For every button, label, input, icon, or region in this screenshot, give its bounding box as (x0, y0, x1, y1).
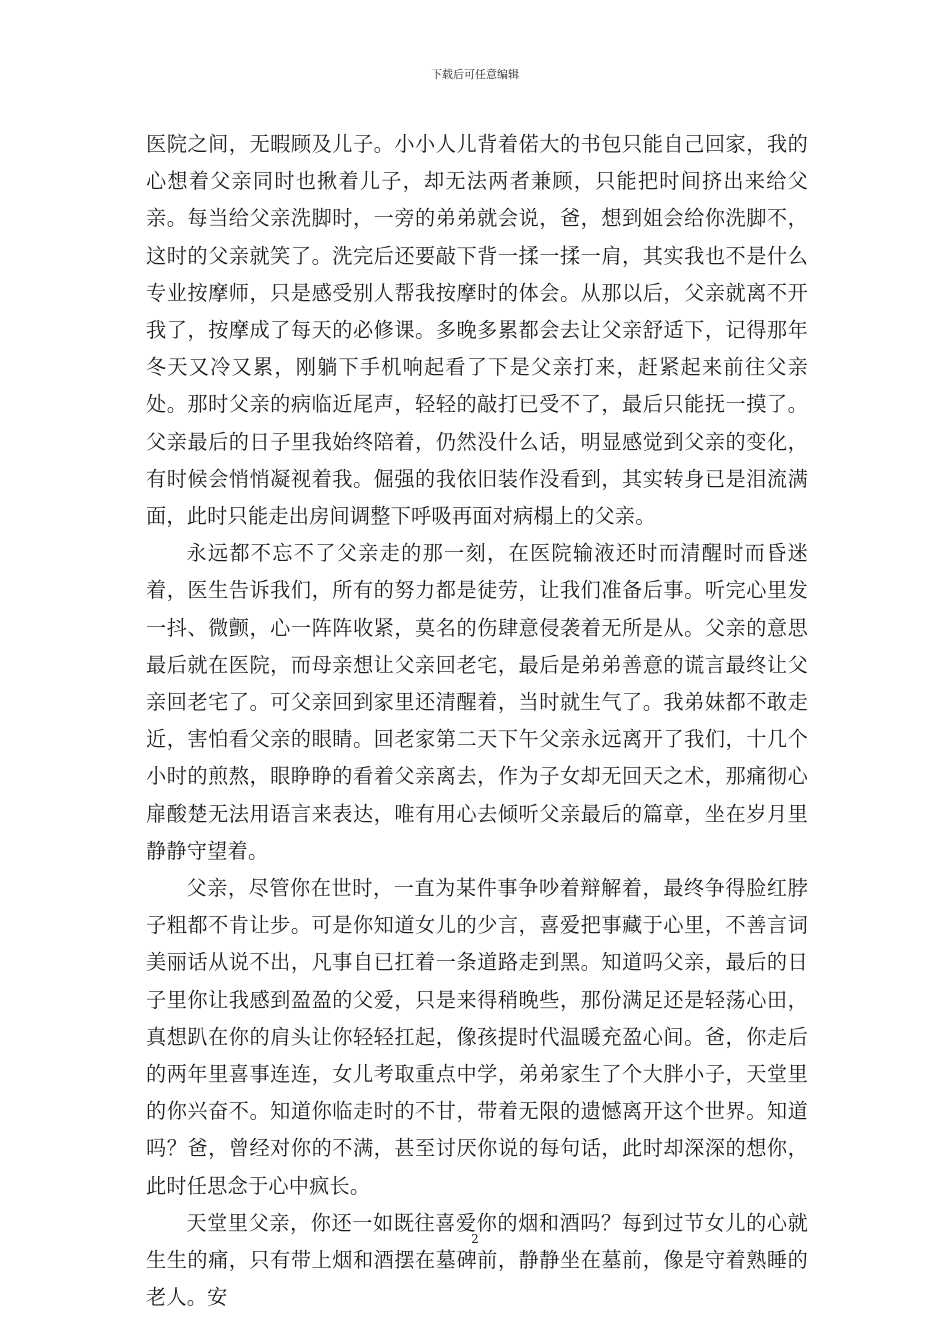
paragraph: 父亲，尽管你在世时，一直为某件事争吵着辩解着，最终争得脸红脖子粗都不肯让步。可是你知道女儿的少言，喜爱把事藏于心里，不善言词美丽话从说不出，凡事自已扛着一条道路走到黑。知道吗父亲，最后的日子里你让我感到盈盈的父爱，只是来得稍晚些，那份满足还是轻荡心田，真想趴在你的肩头让你轻轻扛起，像孩提时代温暖充盈心间。爸，你走后的两年里喜事连连，女儿考取重点中学，弟弟家生了个大胖小子，天堂里的你兴奋不。知道你临走时的不甘，带着无限的遗憾离开这个世界。知道吗？爸，曾经对你的不满，甚至讨厌你说的每句话，此时却深深的想你，此时任思念于心中疯长。 (146, 876, 808, 1198)
page-number: 2 (471, 1232, 479, 1246)
paragraph-continued: 医院之间，无暇顾及儿子。小小人儿背着偌大的书包只能自己回家，我的心想着父亲同时也揪着儿子，却无法两者兼顾，只能把时间挤出来给父亲。每当给父亲洗脚时，一旁的弟弟就会说，爸，想到姐会给你洗脚不，这时的父亲就笑了。洗完后还要敲下背一揉一揉一肩，其实我也不是什么专业按摩师，只是感受别人帮我按摩时的体会。从那以后，父亲就离不开我了，按摩成了每天的必修课。多晚多累都会去让父亲舒适下，记得那年冬天又冷又累，刚躺下手机响起看了下是父亲打来，赶紧起来前往父亲处。那时父亲的病临近尾声，轻轻的敲打已受不了，最后只能抚一摸了。父亲最后的日子里我始终陪着，仍然没什么话，明显感觉到父亲的变化，有时候会悄悄凝视着我。倔强的我依旧装作没看到，其实转身已是泪流满面，此时只能走出房间调整下呼吸再面对病榻上的父亲。 (146, 132, 808, 529)
document-body (146, 126, 808, 1317)
paragraph: 永远都不忘不了父亲走的那一刻，在医院输液还时而清醒时而昏迷着，医生告诉我们，所有的努力都是徒劳，让我们准备后事。听完心里发一抖、微颤，心一阵阵收紧，莫名的伤肆意侵袭着无所是从。父亲的意思最后就在医院，而母亲想让父亲回老宅，最后是弟弟善意的谎言最终让父亲回老宅了。可父亲回到家里还清醒着，当时就生气了。我弟妹都不敢走近，害怕看父亲的眼睛。回老家第二天下午父亲永远离开了我们，十几个小时的煎熬，眼睁睁的看着父亲离去，作为子女却无回天之术，那痛彻心扉酸楚无法用语言来表达，唯有用心去倾听父亲最后的篇章，坐在岁月里静静守望着。 (146, 541, 808, 863)
paragraph: 天堂里父亲，你还一如既往喜爱你的烟和酒吗？每到过节女儿的心就生生的痛，只有带上烟和酒摆在墓碑前，静静坐在墓前，像是守着熟睡的老人。安 (146, 1210, 808, 1310)
page-header: 下载后可任意编辑 (431, 68, 519, 81)
